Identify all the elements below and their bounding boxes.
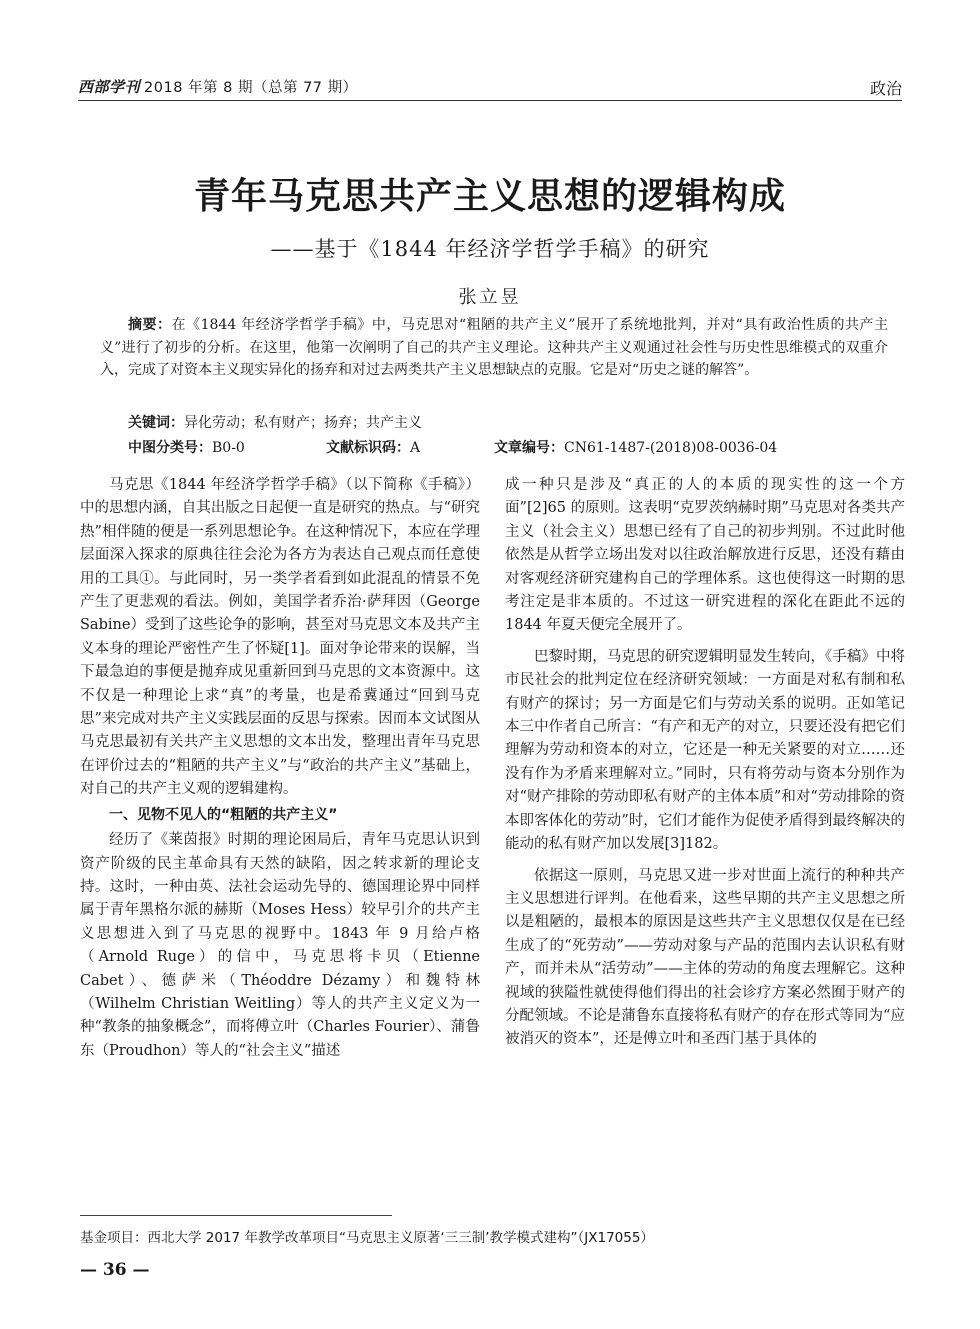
body-column-left	[80, 474, 480, 1063]
author-name: 张立昱	[458, 287, 522, 308]
document-code	[326, 437, 420, 457]
abstract-text: 在《1844 年经济学哲学手稿》中，马克思对“粗陋的共产主义”展开了系统地批判，并对“具有政治性质的共产主义”进行了初步的分析。在这里，他第一次阐明了自己的共产主义理论。这种共产主义观通过社会性与历史性思维模式的双重介入，完成了对资本主义现实异化的扬弃和对过去两类共产主义思想缺点的克服。它是对“历史之谜的解答”。	[100, 317, 888, 378]
keywords	[128, 412, 422, 432]
doc-code-value: A	[410, 440, 421, 456]
article-number-label: 文章编号：	[494, 440, 564, 456]
journal-issue-line	[78, 76, 358, 97]
footnote-divider	[80, 1215, 392, 1216]
clc-value: B0-0	[212, 440, 245, 456]
article-subtitle: ——基于《1844 年经济学哲学手稿》的研究	[270, 237, 710, 261]
section-heading: 一、见物不见人的“粗陋的共产主义”	[109, 806, 338, 823]
article-number	[494, 437, 777, 457]
doc-code-label: 文献标识码：	[326, 440, 410, 456]
keywords-label: 关键词：	[128, 415, 184, 431]
paragraph: 成一种只是涉及“真正的人的本质的现实性的这一个方面”[2]65 的原则。这表明“克罗茨纳赫时期”马克思对各类共产主义（社会主义）思想已经有了自己的初步判别。不过此时他依然是从哲学立场出发对以往政治解放进行反思，还没有藉由对客观经济研究建构自己的学理体系。这也使得这一时期的思考注定是非本质的。不过这一研究进程的深化在距此不远的 1844 年夏天便完全展开了。	[505, 477, 905, 634]
abstract-label: 摘要：	[128, 317, 172, 333]
issue-info: 2018 年第 8 期（总第 77 期）	[144, 80, 358, 96]
paragraph: 经历了《莱茵报》时期的理论困局后，青年马克思认识到资产阶级的民主革命具有天然的缺陷，因之转求新的理论支持。这时，一种由英、法社会运动先导的、德国理论界中同样属于青年黑格尔派的赫斯（Moses Hess）较早引介的共产主义思想进入到了马克思的视野中。1843 年 9 月给卢格（Arnold Ruge）的信中，马克思将卡贝（Etienne Cabet）、德萨米（Théoddre Dézamy）和魏特林（Wilhelm Christian Weitling）等人的共产主义定义为一种“教条的抽象概念”，而将傅立叶（Charles Fourier）、蒲鲁东（Proudhon）等人的“社会主义”描述	[80, 832, 480, 1059]
article-number-value: CN61-1487-(2018)08-0036-04	[564, 440, 778, 456]
page-number: — 36 —	[80, 1260, 150, 1280]
clc-number	[128, 437, 245, 457]
running-header	[78, 74, 902, 101]
paragraph: 巴黎时期，马克思的研究逻辑明显发生转向，《手稿》中将市民社会的批判定位在经济研究领域：一方面是对私有制和私有财产的探讨；另一方面是它们与劳动关系的说明。正如笔记本三中作者自己所言：“有产和无产的对立，只要还没有把它们理解为劳动和资本的对立，它还是一种无关紧要的对立……还没有作为矛盾来理解对立。”同时，只有将劳动与资本分别作为对“财产排除的劳动即私有财产的主体本质”和对“劳动排除的资本即客体化的劳动”时，它们才能作为促使矛盾得到最终解决的能动的私有财产加以发展[3]182。	[505, 648, 905, 853]
body-column-right	[505, 474, 905, 1052]
article-title: 青年马克思共产主义思想的逻辑构成	[193, 176, 786, 217]
journal-logo: 西部学刊	[78, 78, 141, 96]
keywords-text: 异化劳动；私有财产；扬弃；共产主义	[184, 415, 422, 431]
clc-label: 中图分类号：	[128, 440, 212, 456]
paragraph: 马克思《1844 年经济学哲学手稿》（以下简称《手稿》）中的思想内涵，自其出版之日起便一直是研究的热点。与“研究热”相伴随的便是一系列思想论争。在这种情况下，本应在学理层面深入探求的原典往往会沦为各方为表达自己观点而任意使用的工具①。与此同时，另一类学者看到如此混乱的情景不免产生了更悲观的看法。例如，美国学者乔治·萨拜因（George Sabine）受到了这些论争的影响，甚至对马克思文本及共产主义本身的理论严密性产生了怀疑[1]。面对争论带来的误解，当下最急迫的事便是抛弃成见重新回到马克思的文本资源中。这不仅是一种理论上求“真”的考量，也是希冀通过“回到马克思”来完成对共产主义实践层面的反思与探索。因而本文试图从马克思最初有关共产主义思想的文本出发，整理出青年马克思在评价过去的“粗陋的共产主义”与“政治的共产主义”基础上，对自己的共产主义观的逻辑建构。	[80, 477, 480, 798]
paragraph: 依据这一原则，马克思又进一步对世面上流行的种种共产主义思想进行评判。在他看来，这些早期的共产主义思想之所以是粗陋的，最根本的原因是这些共产主义思想仅仅是在已经生成了的“死劳动”——劳动对象与产品的范围内去认识私有财产，而并未从“活劳动”——主体的劳动的角度去理解它。这种视域的狭隘性就使得他们得出的社会诊疗方案必然囿于财产的分配领域。不论是蒲鲁东直接将私有财产的存在形式等同为“应被消灭的资本”，还是傅立叶和圣西门基于具体的	[505, 867, 905, 1048]
section-name: 政治	[869, 79, 902, 98]
abstract	[100, 314, 888, 382]
funding-footnote: 基金项目：西北大学 2017 年教学改革项目“马克思主义原著‘三三制’教学模式建构”（JX17055）	[80, 1230, 654, 1246]
